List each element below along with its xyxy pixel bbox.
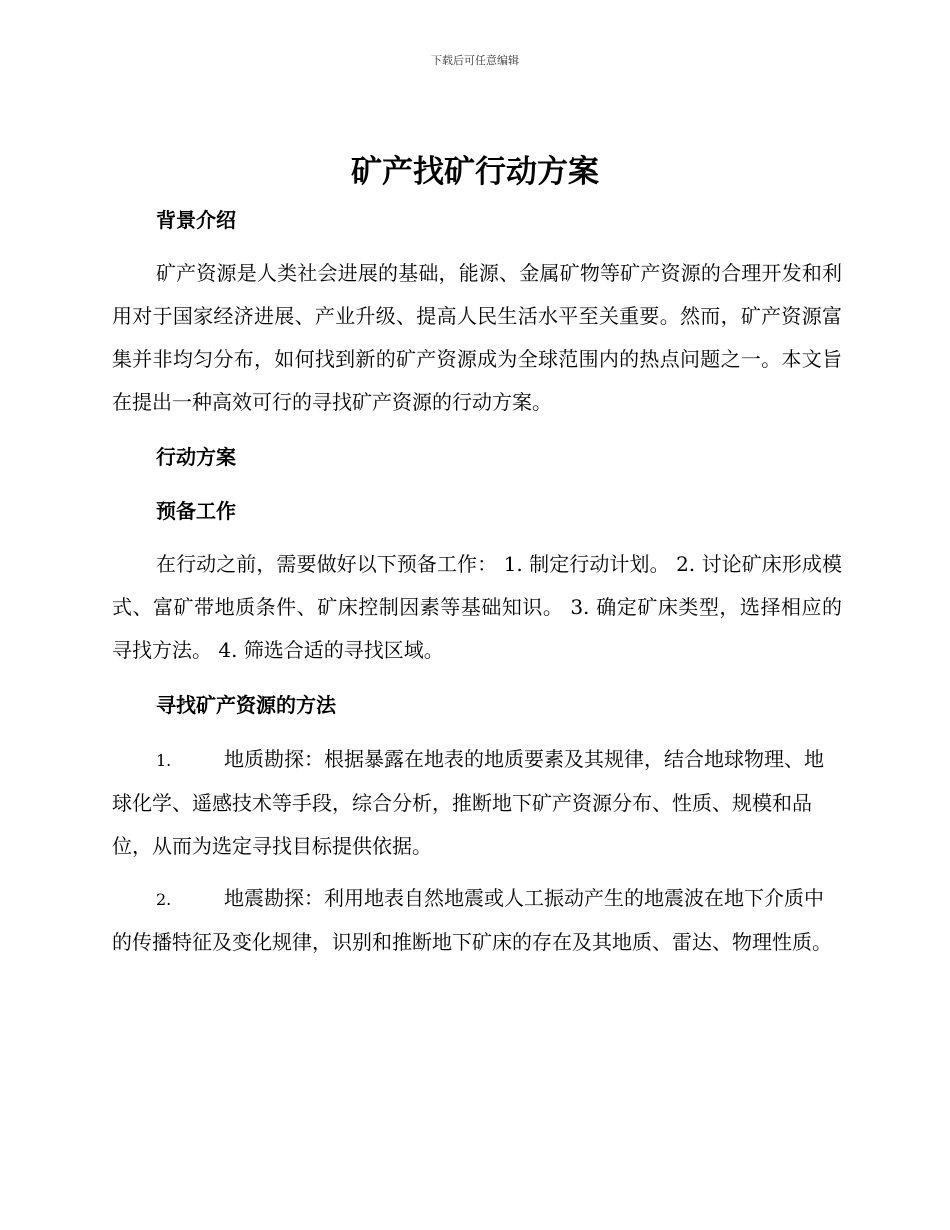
background-heading: 背景介绍 [156, 208, 236, 232]
method-item-1 [112, 738, 842, 868]
page-header: 下载后可任意编辑 [431, 54, 519, 67]
action-plan-heading: 行动方案 [156, 445, 236, 469]
method-text-2: 地震勘探：利用地表自然地震或人工振动产生的地震波在地下介质中的传播特征及变化规律，识别和推断地下矿床的存在及其地质、雷达、物理性质。 [112, 886, 832, 954]
methods-heading: 寻找矿产资源的方法 [156, 693, 336, 717]
preparation-heading: 预备工作 [156, 499, 236, 523]
document-title: 矿产找矿行动方案 [351, 154, 599, 190]
method-number-2: 2. [156, 890, 172, 909]
background-paragraph: 矿产资源是人类社会进展的基础，能源、金属矿物等矿产资源的合理开发和利用对于国家经济进展、产业升级、提高人民生活水平至关重要。然而，矿产资源富集并非均匀分布，如何找到新的矿产资源成为全球范围内的热点问题之一。本文旨在提出一种高效可行的寻找矿产资源的行动方案。 [112, 261, 842, 414]
method-text-1: 地质勘探：根据暴露在地表的地质要素及其规律，结合地球物理、地球化学、遥感技术等手段，综合分析，推断地下矿产资源分布、性质、规模和品位，从而为选定寻找目标提供依据。 [112, 747, 824, 858]
preparation-paragraph: 在行动之前，需要做好以下预备工作： 1. 制定行动计划。 2. 讨论矿床形成模式、富矿带地质条件、矿床控制因素等基础知识。 3. 确定矿床类型，选择相应的寻找方法。 4. 筛选合适的寻找区域。 [112, 552, 842, 662]
method-item-2 [112, 877, 842, 964]
method-number-1: 1. [156, 751, 172, 770]
